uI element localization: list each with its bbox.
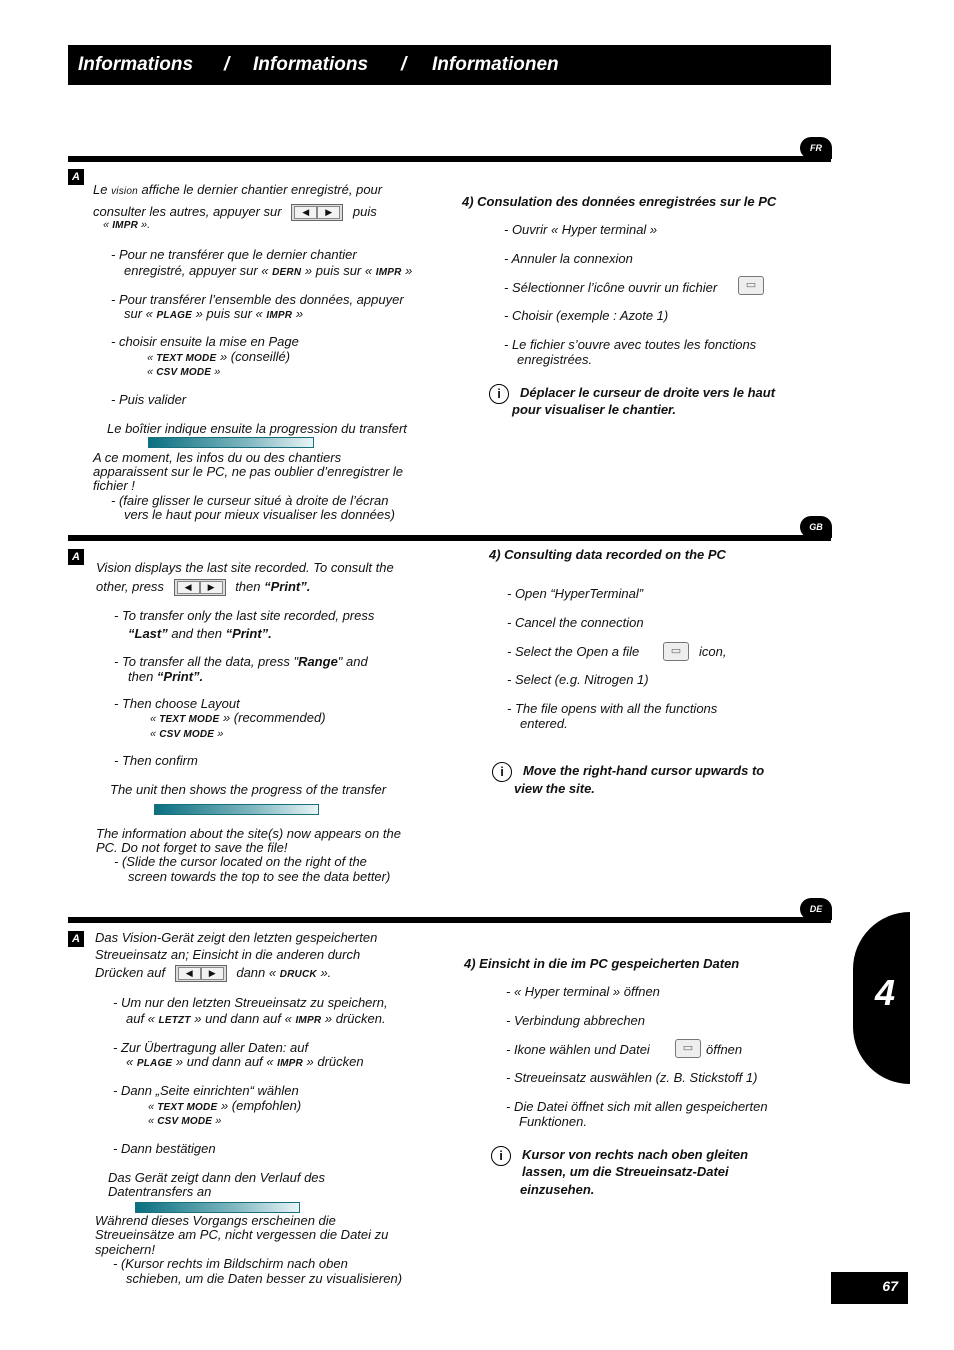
info-icon: i xyxy=(492,762,512,782)
header-separator: / xyxy=(401,54,407,75)
de-bullet-2b xyxy=(126,1055,364,1072)
lang-badge-gb: GB xyxy=(800,516,832,538)
de-step-4: - Streueinsatz auswählen (z. B. Stickstoff 1) xyxy=(506,1070,758,1085)
text: - To transfer all the data, press " xyxy=(114,654,299,669)
gb-csv-mode xyxy=(150,727,223,743)
de-step-5b: Funktionen. xyxy=(519,1114,587,1129)
fr-intro xyxy=(93,183,433,200)
open-folder-icon: ▭ xyxy=(675,1039,701,1058)
text: Drücken auf xyxy=(95,964,166,980)
section-marker: A xyxy=(68,169,84,185)
de-para-2: Streueinsätze am PC, nicht vergessen die Datei zu xyxy=(95,1227,389,1242)
de-intro-2: Streueinsatz an; Einsicht in die anderen durch xyxy=(95,947,361,962)
key-label: TEXT MODE xyxy=(159,714,220,725)
gb-step-4: - Select (e.g. Nitrogen 1) xyxy=(507,672,649,687)
key-label: PLAGE xyxy=(136,1058,173,1069)
de-bullet-1: - Um nur den letzten Streueinsatz zu speichern, xyxy=(113,995,388,1010)
de-csv-mode xyxy=(148,1114,221,1130)
de-step-3: - Ikone wählen und Datei xyxy=(506,1042,650,1057)
de-para-5: schieben, um die Daten besser zu visualisieren) xyxy=(126,1271,403,1286)
fr-bullet-1: - Pour ne transférer que le dernier chantier xyxy=(111,247,357,262)
gb-progress-bar xyxy=(154,804,319,815)
fr-csv-mode xyxy=(147,365,220,381)
gb-step-3: - Select the Open a file xyxy=(507,644,640,659)
header-title-de: Informationen xyxy=(432,54,559,75)
key-label: IMPR xyxy=(277,1058,303,1069)
key-label: CSV MODE xyxy=(156,367,212,378)
open-folder-icon: ▭ xyxy=(663,642,689,661)
fr-bullet-2: - Pour transférer l’ensemble des données, appuyer xyxy=(111,292,404,307)
text: » xyxy=(214,728,224,740)
key-label: TEXT MODE xyxy=(156,353,217,364)
fr-para-1: A ce moment, les infos du ou des chantiers xyxy=(93,450,342,465)
info-icon: i xyxy=(491,1146,511,1166)
de-para-3: speichern! xyxy=(95,1242,155,1257)
text: « xyxy=(148,1101,158,1113)
gb-step-5: - The file opens with all the functions xyxy=(507,701,718,716)
text: auf « xyxy=(126,1011,159,1026)
gb-right-title: 4) Consulting data recorded on the PC xyxy=(489,547,726,562)
fr-right-title: 4) Consulation des données enregistrées sur le PC xyxy=(462,194,777,209)
de-note-2: lassen, um die Streueinsatz-Datei xyxy=(522,1164,729,1179)
gb-step-2: - Cancel the connection xyxy=(507,615,644,630)
de-intro-1: Das Vision-Gerät zeigt den letzten gespeicherten xyxy=(95,930,378,945)
fr-intro-line3 xyxy=(103,218,150,234)
text: » (conseillé) xyxy=(216,349,291,364)
key-label: DRUCK xyxy=(279,968,317,980)
fr-step-5: - Le fichier s’ouvre avec toutes les fonctions xyxy=(504,337,757,352)
text: then xyxy=(128,669,157,684)
header-separator: / xyxy=(224,54,230,75)
gb-step-1: - Open “HyperTerminal” xyxy=(507,586,644,601)
text: » xyxy=(212,1115,222,1127)
gb-bullet-3: - Then choose Layout xyxy=(114,696,240,711)
fr-step-3: - Sélectionner l’icône ouvrir un fichier xyxy=(504,280,718,295)
key-label: “Print”. xyxy=(225,626,272,641)
de-step-3b: öffnen xyxy=(706,1042,743,1057)
de-para-1: Während dieses Vorgangs erscheinen die xyxy=(95,1213,336,1228)
gb-bullet-2b xyxy=(128,668,203,685)
lang-badge-fr: FR xyxy=(800,137,832,159)
fr-progress-label: Le boîtier indique ensuite la progression du transfert xyxy=(107,421,407,436)
text: « xyxy=(147,366,157,378)
header-title-fr: Informations xyxy=(78,54,194,75)
arrow-buttons-icon: ◀ ▶ xyxy=(291,204,343,221)
gb-bullet-4: - Then confirm xyxy=(114,753,198,768)
fr-bullet-3: - choisir ensuite la mise en Page xyxy=(111,334,299,349)
chapter-number: 4 xyxy=(875,972,896,1013)
key-label: Range xyxy=(298,654,338,669)
text: ». xyxy=(316,964,332,980)
key-label: TEXT MODE xyxy=(157,1102,218,1113)
fr-note-2: pour visualiser le chantier. xyxy=(512,402,677,417)
arrow-buttons-icon: ◀ ▶ xyxy=(174,579,226,596)
gb-intro-line2 xyxy=(96,578,310,596)
text: « xyxy=(103,219,113,231)
gb-text-mode xyxy=(150,711,326,728)
de-progress-bar xyxy=(135,1202,300,1213)
text: » puis sur « xyxy=(301,263,376,278)
fr-para-3: fichier ! xyxy=(93,478,135,493)
text: » drücken xyxy=(302,1054,364,1069)
gb-step-3b: icon, xyxy=(699,644,727,659)
gb-para-1: The information about the site(s) now appears on the xyxy=(96,826,401,841)
key-label: IMPR xyxy=(295,1015,322,1026)
de-note-3: einzusehen. xyxy=(520,1182,595,1197)
section-marker: A xyxy=(68,549,84,565)
text: affiche le dernier chantier enregistré, pour xyxy=(137,182,383,197)
de-progress-label-2: Datentransfers an xyxy=(108,1184,212,1199)
text: » (empfohlen) xyxy=(217,1098,302,1113)
fr-step-1: - Ouvrir « Hyper terminal » xyxy=(504,222,658,237)
key-label: IMPR xyxy=(375,267,402,278)
key-label: CSV MODE xyxy=(157,1116,213,1127)
key-label: PLAGE xyxy=(156,310,192,321)
gb-progress-label: The unit then shows the progress of the transfer xyxy=(110,782,387,797)
de-note-1: Kursor von rechts nach oben gleiten xyxy=(522,1147,749,1162)
fr-step-2: - Annuler la connexion xyxy=(504,251,633,266)
text: other, press xyxy=(96,579,164,594)
text: » puis sur « xyxy=(191,306,267,321)
gb-para-2: PC. Do not forget to save the file! xyxy=(96,840,288,855)
section-rule xyxy=(68,156,831,162)
text: ». xyxy=(138,219,151,231)
gb-bullet-1: - To transfer only the last site recorded, press xyxy=(114,608,375,623)
text: enregistré, appuyer sur « xyxy=(124,263,273,278)
page-header xyxy=(68,45,831,85)
de-bullet-2: - Zur Übertragung aller Daten: auf xyxy=(113,1040,309,1055)
text: « xyxy=(147,352,157,364)
text: » xyxy=(292,306,304,321)
text: sur « xyxy=(124,306,157,321)
key-label: “Print”. xyxy=(264,579,311,594)
text: » drücken. xyxy=(321,1011,386,1026)
de-bullet-1b xyxy=(126,1012,386,1029)
header-title-gb: Informations xyxy=(253,54,369,75)
key-label: DERN xyxy=(272,267,302,278)
key-label: CSV MODE xyxy=(159,729,215,740)
de-right-title: 4) Einsicht in die im PC gespeicherten Daten xyxy=(464,956,740,971)
section-rule xyxy=(68,535,831,541)
lang-badge-de: DE xyxy=(800,898,832,920)
text: and then xyxy=(167,626,226,641)
de-para-4: - (Kursor rechts im Bildschirm nach oben xyxy=(113,1256,348,1271)
key-label: IMPR xyxy=(266,310,293,321)
fr-bullet-1b xyxy=(124,264,412,281)
de-step-1: - « Hyper terminal » öffnen xyxy=(506,984,660,999)
fr-bullet-2b xyxy=(124,307,303,324)
de-intro-3 xyxy=(95,965,331,982)
key-label: “Last” xyxy=(128,626,168,641)
gb-note-2: view the site. xyxy=(514,781,595,796)
text: » (recommended) xyxy=(219,710,326,725)
gb-para-3: - (Slide the cursor located on the right of the xyxy=(114,854,367,869)
arrow-buttons-icon: ◀ ▶ xyxy=(175,965,227,982)
fr-progress-bar xyxy=(148,437,314,448)
gb-para-4: screen towards the top to see the data better) xyxy=(128,869,391,884)
text: puis xyxy=(352,203,377,219)
fr-step-5b: enregistrées. xyxy=(517,352,593,367)
gb-intro: Vision displays the last site recorded. To consult the xyxy=(96,560,394,575)
text: « xyxy=(150,728,160,740)
section-marker: A xyxy=(68,931,84,947)
key-label: LETZT xyxy=(158,1015,191,1026)
gb-note-1: Move the right-hand cursor upwards to xyxy=(523,763,765,778)
key-label: IMPR xyxy=(112,220,138,231)
de-bullet-4: - Dann bestätigen xyxy=(113,1141,216,1156)
gb-bullet-1b xyxy=(128,625,272,642)
text: « xyxy=(126,1054,137,1069)
de-progress-label-1: Das Gerät zeigt dann den Verlauf des xyxy=(108,1170,326,1185)
de-step-2: - Verbindung abbrechen xyxy=(506,1013,646,1028)
text: » und dann auf « xyxy=(172,1054,278,1069)
text: " and xyxy=(337,654,368,669)
section-rule xyxy=(68,917,831,923)
fr-step-4: - Choisir (exemple : Azote 1) xyxy=(504,308,669,323)
text: » xyxy=(211,366,221,378)
fr-para-4: - (faire glisser le curseur situé à droite de l’écran xyxy=(111,493,389,508)
de-bullet-3: - Dann „Seite einrichten“ wählen xyxy=(113,1083,299,1098)
text: » und dann auf « xyxy=(190,1011,296,1026)
open-folder-icon: ▭ xyxy=(738,276,764,295)
text: dann « xyxy=(236,964,280,980)
chapter-tab xyxy=(853,912,910,1084)
key-label: “Print”. xyxy=(156,669,204,684)
fr-para-5: vers le haut pour mieux visualiser les données) xyxy=(124,507,395,522)
fr-note-1: Déplacer le curseur de droite vers le haut xyxy=(520,385,776,400)
text: Le xyxy=(93,182,112,197)
text: consulter les autres, appuyer sur xyxy=(93,203,282,219)
text: vision xyxy=(111,186,138,197)
text: « xyxy=(150,713,160,725)
text: then xyxy=(235,579,265,594)
text: « xyxy=(148,1115,158,1127)
text: » xyxy=(401,263,413,278)
gb-step-5b: entered. xyxy=(520,716,568,731)
info-icon: i xyxy=(489,384,509,404)
de-step-5: - Die Datei öffnet sich mit allen gespeicherten xyxy=(506,1099,768,1114)
fr-bullet-4: - Puis valider xyxy=(111,392,187,407)
fr-para-2: apparaissent sur le PC, ne pas oublier d’enregistrer le xyxy=(93,464,404,479)
page-number: 67 xyxy=(831,1272,908,1304)
